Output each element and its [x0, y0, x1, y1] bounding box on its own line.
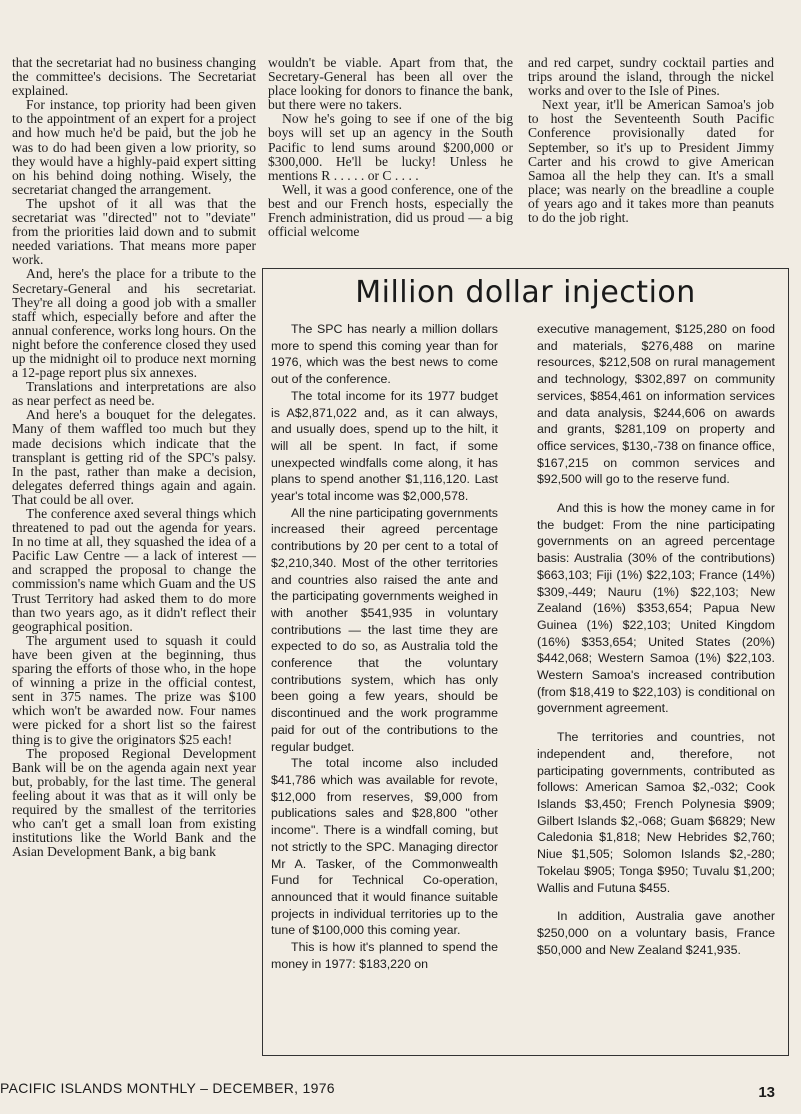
sidebar-box: [262, 268, 789, 1056]
paragraph: The SPC has nearly a million dollars more to spend this coming year than for 1976, which was the best news to come out of the conference.: [271, 322, 498, 387]
paragraph: The proposed Regional Development Bank will be on the agenda again next year but, probably, for the last time. The general feeling about it was that as it will only be required by the smallest of the territories who can't get a small loan from existing institutions like the World Bank and the Asian Development Bank, a big bank: [12, 745, 256, 860]
article-column-1: [12, 56, 256, 1066]
paragraph: The total income for its 1977 budget is A$2,871,022 and, as it can always, and usually does, spend up to the hilt, it will all be spent. In fact, if some unexpected windfalls come along, it has plans to spend another $1,116,120. Last year's total income was $2,000,578.: [271, 388, 498, 504]
paragraph: For instance, top priority had been given to the appointment of an expert for a project and how much he'd be paid, but the job he was to do had been given a low priority, so they would have a highly-paid expert sitting on his behind doing nothing. Wisely, the secretariat changed the arrangement.: [12, 97, 256, 197]
paragraph: And this is how the money came in for the budget: From the nine participating governments on an agreed percentage basis: Australia (30% of the contributions) $663,103; Fiji (1%) $22,103; France (14%) $309,-449; Nauru (1%) $22,103; New Zealand (16%) $353,654; Papua New Guinea (1%) $22,103; United Kingdom (16%) $353,654; United States (20%) $442,068; Western Samoa (1%) $22,103. Western Samoa's increased contribution (from $18,419 to $22,103) is conditional on government agreement.: [537, 501, 775, 716]
paragraph: And here's a bouquet for the delegates. Many of them waffled too much but they made decisions which indicate that the transplant is getting rid of the SPC's palsy. In the past, rather than make a decision, delegates deferred things again and again. That could be all over.: [12, 407, 256, 507]
paragraph: The territories and countries, not independent and, therefore, not participating governments, contributed as follows: American Samoa $2,-032; Cook Islands $3,450; French Polynesia $909; Gilbert Islands $2,-068; Guam $6829; New Caledonia $1,818; New Hebrides $2,760; Niue $1,505; Solomon Islands $2,-280; Tokelau $905; Tonga $950; Tuvalu $1,200; Wallis and Futuna $455.: [537, 730, 775, 895]
paragraph: Translations and interpretations are also as near perfect as need be.: [12, 379, 256, 409]
box-column-right: [537, 321, 775, 958]
page-number: 13: [758, 1084, 775, 1101]
paragraph: executive management, $125,280 on food and materials, $276,488 on marine resources, $212,508 on rural management and technology, $302,897 on community services, $854,461 on information services and data analysis, $244,606 on awards and grants, $281,109 on property and office services, $130,-738 on finance office, $167,215 on common services and $92,500 will go to the reserve fund.: [537, 322, 775, 487]
paragraph: The total income also included $41,786 which was available for revote, $12,000 from reserves, $9,000 from publications sales and $28,800 "other income". There is a windfall coming, but not strictly to the SPC. Managing director Mr A. Tasker, of the Commonwealth Fund for Technical Co-operation, announced that it would finance suitable projects in individual territories up to the tune of $100,000 this coming year.: [271, 756, 498, 938]
paragraph: wouldn't be viable. Apart from that, the Secretary-General has been all over the place looking for donors to finance the bank, but there were no takers.: [268, 55, 513, 113]
article-column-3: [528, 56, 774, 266]
paragraph: The argument used to squash it could have been given at the beginning, thus sparing the efforts of those who, in the hope of winning a prize in the official contest, sent in 375 names. The prize was $100 which won't be awarded now. Four names were picked for a short list so the fairest thing is to give the originators $25 each!: [12, 632, 256, 747]
paragraph: The conference axed several things which threatened to pad out the agenda for years. In no time at all, they squashed the idea of a Pacific Law Centre — a lack of interest — and scrapped the proposal to change the commission's name which Guam and the US Trust Territory had asked them to do more than two years ago, as it didn't reflect their geographical position.: [12, 506, 256, 634]
box-column-left: [271, 321, 498, 972]
paragraph: Now he's going to see if one of the big boys will set up an agency in the South Pacific to lend sums around $200,000 or $300,000. He'll be lucky! Unless he mentions R . . . . . or C . . . .: [268, 111, 513, 183]
article-column-2: [268, 56, 513, 266]
paragraph: The upshot of it all was that the secretariat was "directed" not to "deviate" from the priorities laid down and to submit needed variations. That means more paper work.: [12, 195, 256, 268]
page-footer: PACIFIC ISLANDS MONTHLY – DECEMBER, 1976: [0, 1080, 335, 1096]
paragraph: that the secretariat had no business changing the committee's decisions. The Secretariat explained.: [12, 55, 256, 99]
box-headline: Million dollar injection: [355, 275, 696, 310]
paragraph: and red carpet, sundry cocktail parties and trips around the island, through the nickel works and over to the Isle of Pines.: [528, 55, 774, 99]
paragraph: In addition, Australia gave another $250,000 on a voluntary basis, France $50,000 and New Zealand $241,935.: [537, 909, 775, 957]
paragraph: And, here's the place for a tribute to the Secretary-General and his secretariat. They're all doing a good job with a smaller staff which, especially before and after the annual conference, works long hours. On the night before the conference closed they used up the midnight oil to produce next morning a 12-page report plus six annexes.: [12, 266, 256, 381]
paragraph: Well, it was a good conference, one of the best and our French hosts, especially the French administration, did us proud — a big official welcome: [268, 181, 513, 240]
paragraph: Next year, it'll be American Samoa's job to host the Seventeenth South Pacific Conference provisionally dated for September, so it's up to President Jimmy Carter and his crowd to give American Samoa all the help they can. It's a small place; was nearly on the breadline a couple of years ago and it takes more than peanuts to do the job right.: [528, 97, 774, 226]
paragraph: All the nine participating governments increased their agreed percentage contributions by 20 per cent to a total of $2,210,340. Most of the other territories and countries also raised the ante and the participating governments weighed in with another $541,935 in voluntary contributions — the last time they are expected to do so, as Australia told the conference that the voluntary contributions system, which has only been going a few years, should be discontinued and the work programme paid for out of the contributions to the regular budget.: [271, 505, 498, 754]
paragraph: This is how it's planned to spend the money in 1977: $183,220 on: [271, 940, 498, 971]
